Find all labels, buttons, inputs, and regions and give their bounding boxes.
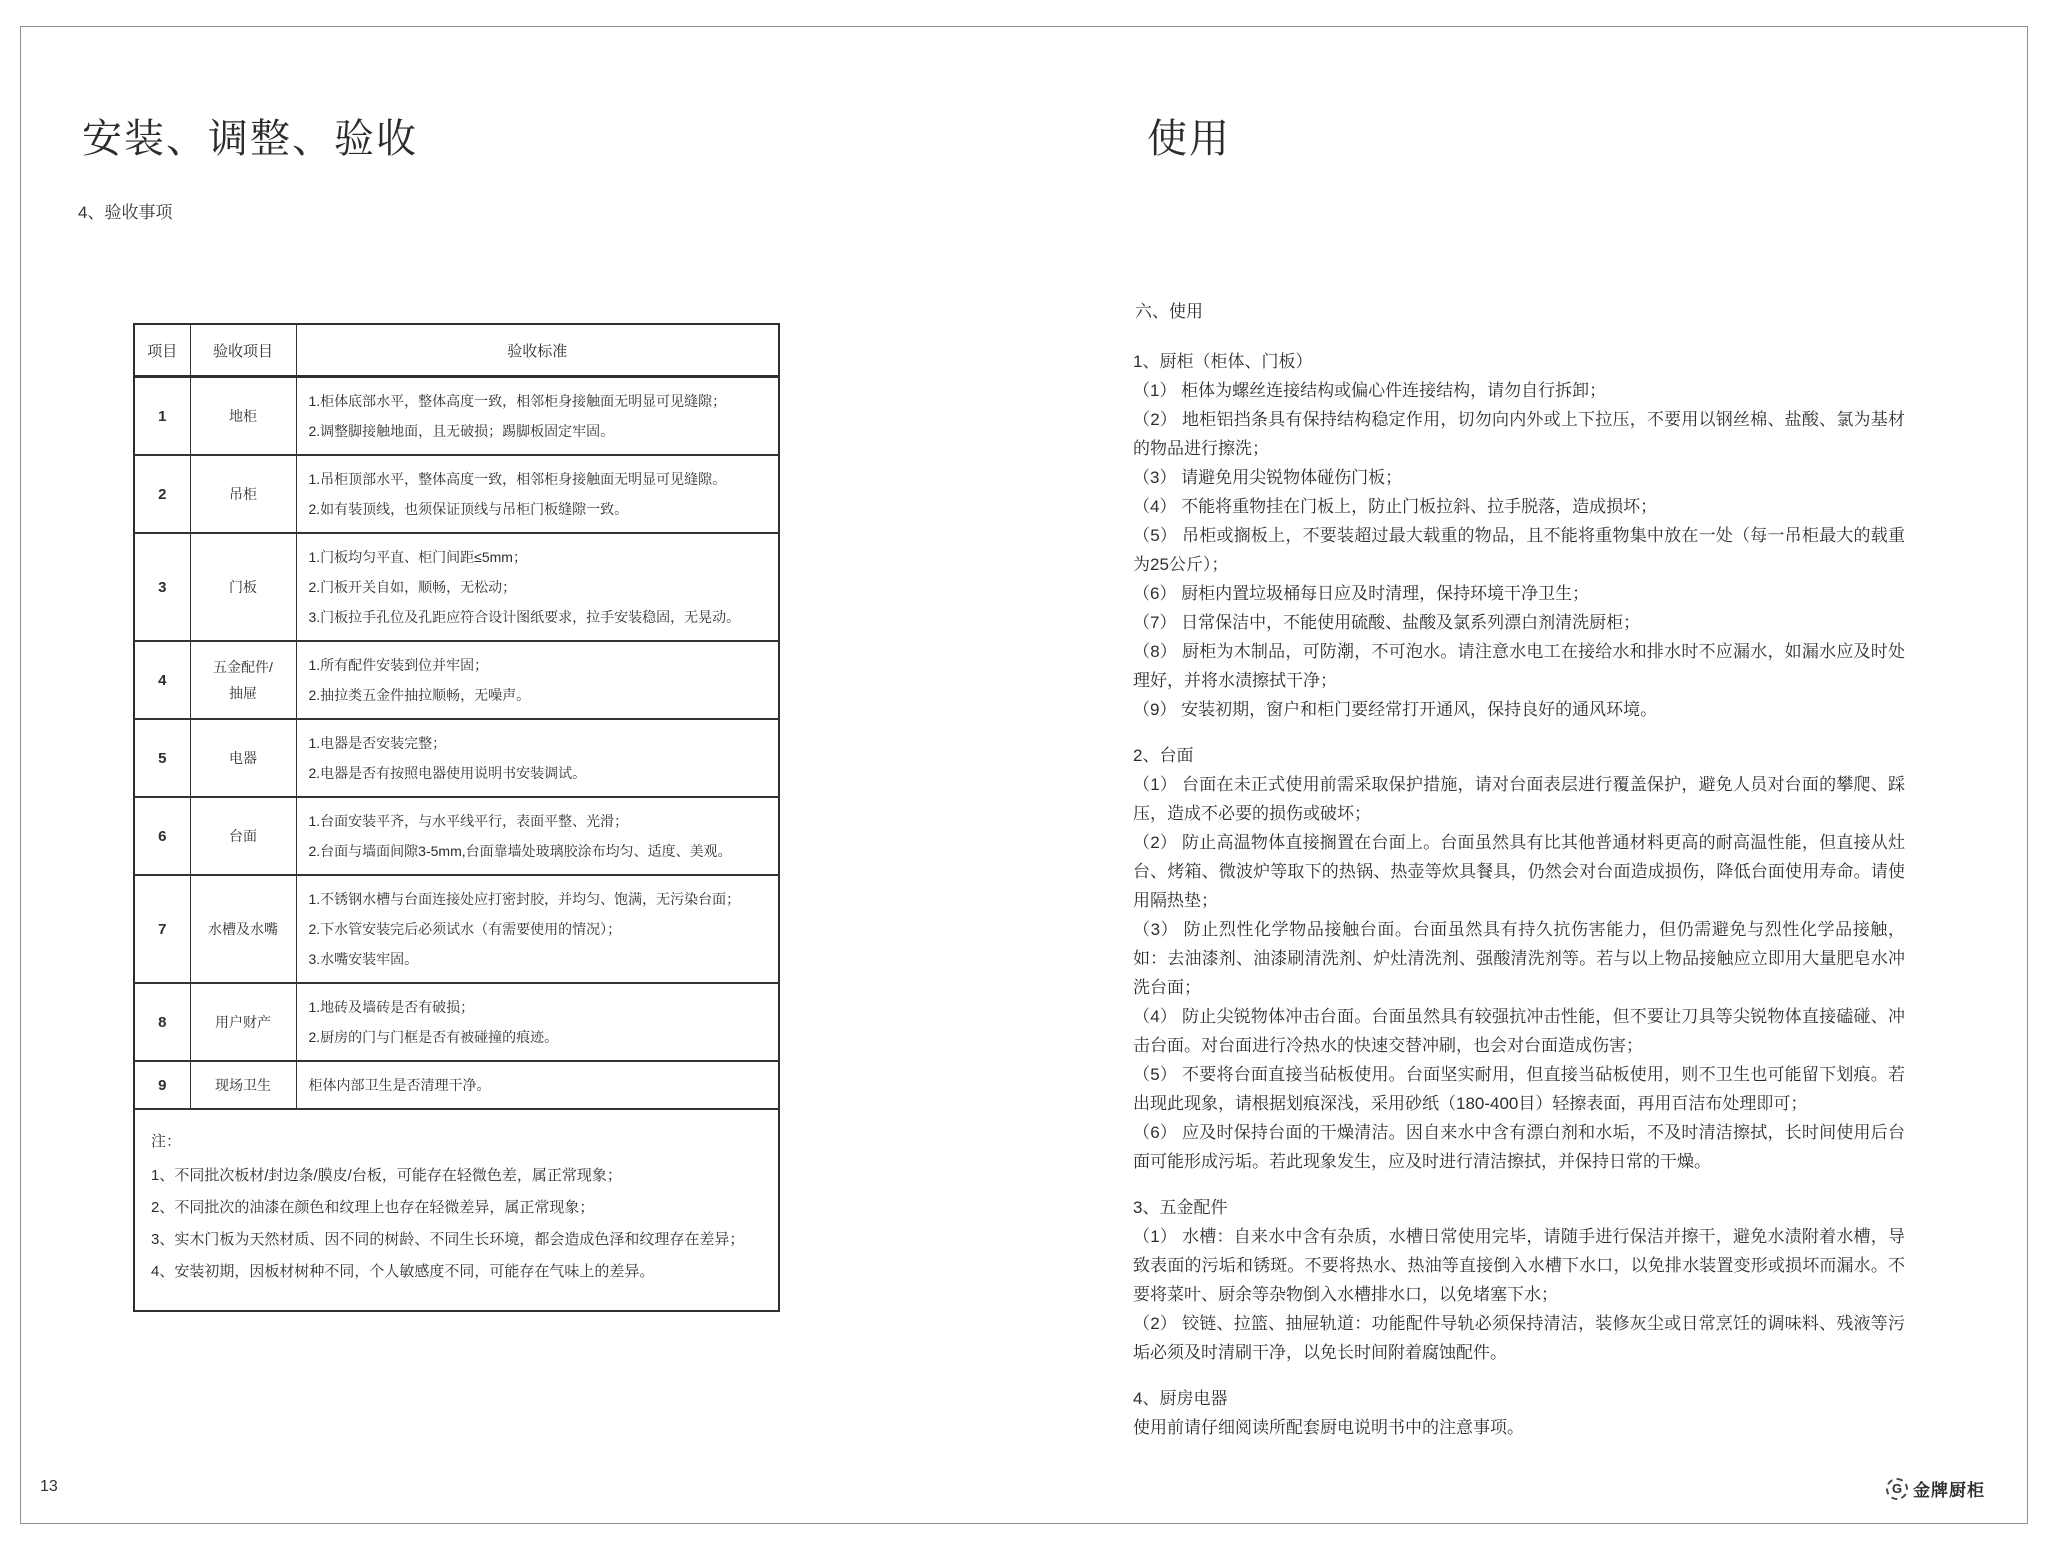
usage-block-heading: 2、台面	[1133, 745, 1194, 765]
item-line: 地柜	[229, 408, 257, 424]
standard-line: 1.不锈钢水槽与台面连接处应打密封胶，并均匀、饱满，无污染台面；	[308, 891, 741, 907]
standard-line: 2.抽拉类五金件抽拉顺畅，无噪声。	[308, 687, 531, 703]
usage-item: （6） 厨柜内置垃圾桶每日应及时清理，保持环境干净卫生；	[1133, 583, 1590, 603]
table-row	[134, 719, 779, 797]
standard-line: 2.门板开关自如，顺畅，无松动；	[308, 579, 517, 595]
acceptance-table	[133, 323, 780, 1312]
note-line: 2、不同批次的油漆在颜色和纹理上也存在轻微差异，属正常现象；	[151, 1199, 595, 1216]
row-number: 2	[134, 455, 190, 533]
usage-item: （7） 日常保洁中，不能使用硫酸、盐酸及氯系列漂白剂清洗厨柜；	[1133, 612, 1641, 632]
row-acceptance-item	[190, 533, 296, 641]
table-row	[134, 875, 779, 983]
row-number: 4	[134, 641, 190, 719]
row-acceptance-standard	[296, 641, 779, 719]
standard-line: 1.柜体底部水平，整体高度一致，相邻柜身接触面无明显可见缝隙；	[308, 393, 727, 409]
usage-item: （1） 台面在未正式使用前需采取保护措施，请对台面表层进行覆盖保护，避免人员对台面的攀爬、踩压，造成不必要的损伤或破坏；	[1133, 774, 1905, 823]
header-cell-item-no: 项目	[134, 324, 190, 377]
standard-line: 3.门板拉手孔位及孔距应符合设计图纸要求，拉手安装稳固，无晃动。	[308, 609, 741, 625]
table-row	[134, 1061, 779, 1109]
row-number: 1	[134, 377, 190, 456]
standard-line: 3.水嘴安装牢固。	[308, 951, 419, 967]
note-line: 3、实木门板为天然材质、因不同的树龄、不同生长环境，都会造成色泽和纹理存在差异；	[151, 1231, 745, 1248]
row-number: 9	[134, 1061, 190, 1109]
item-line: 用户财产	[215, 1014, 271, 1030]
standard-line: 2.厨房的门与门框是否有被碰撞的痕迹。	[308, 1029, 559, 1045]
usage-column	[1133, 84, 1905, 1442]
standard-line: 2.下水管安装完后必须试水（有需要使用的情况）；	[308, 921, 622, 937]
row-acceptance-standard	[296, 875, 779, 983]
usage-block-heading: 3、五金配件	[1133, 1197, 1228, 1217]
row-acceptance-item	[190, 797, 296, 875]
row-acceptance-standard	[296, 377, 779, 456]
brand-g-icon: G	[1886, 1478, 1908, 1500]
standard-line: 2.电器是否有按照电器使用说明书安装调试。	[308, 765, 587, 781]
usage-item: （1） 水槽：自来水中含有杂质，水槽日常使用完毕，请随手进行保洁并擦干，避免水渍附着水槽，导致表面的污垢和锈斑。不要将热水、热油等直接倒入水槽下水口，以免排水装置变形或损坏而漏水。不要将菜叶、厨余等杂物倒入水槽排水口，以免堵塞下水；	[1133, 1226, 1905, 1304]
usage-item: （9） 安装初期，窗户和柜门要经常打开通风，保持良好的通风环境。	[1133, 699, 1658, 719]
row-number: 3	[134, 533, 190, 641]
usage-blocks	[1133, 347, 1905, 1442]
item-line: 台面	[229, 828, 257, 844]
standard-line: 1.所有配件安装到位并牢固；	[308, 657, 489, 673]
row-acceptance-standard	[296, 719, 779, 797]
standard-line: 1.地砖及墙砖是否有破损；	[308, 999, 475, 1015]
row-number: 5	[134, 719, 190, 797]
table-notes-cell	[134, 1109, 779, 1311]
usage-item: （3） 请避免用尖锐物体碰伤门板；	[1133, 467, 1403, 487]
usage-block-heading: 4、厨房电器	[1133, 1388, 1228, 1408]
usage-item: （5） 吊柜或搁板上，不要装超过最大载重的物品，且不能将重物集中放在一处（每一吊柜最大的载重为25公斤）；	[1133, 525, 1905, 574]
standard-line: 1.吊柜顶部水平，整体高度一致，相邻柜身接触面无明显可见缝隙。	[308, 471, 727, 487]
row-acceptance-item	[190, 455, 296, 533]
item-line: 水槽及水嘴	[208, 921, 278, 937]
header-cell-acceptance-standard: 验收标准	[296, 324, 779, 377]
table-row	[134, 455, 779, 533]
row-number: 8	[134, 983, 190, 1061]
row-acceptance-standard	[296, 533, 779, 641]
note-line: 注：	[151, 1133, 182, 1150]
row-acceptance-item	[190, 719, 296, 797]
row-acceptance-standard	[296, 797, 779, 875]
item-line: 门板	[229, 579, 257, 595]
note-line: 4、安装初期，因板材树种不同，个人敏感度不同，可能存在气味上的差异。	[151, 1263, 655, 1280]
standard-line: 1.台面安装平齐，与水平线平行，表面平整、光滑；	[308, 813, 629, 829]
row-acceptance-standard	[296, 1061, 779, 1109]
item-line: 五金配件/	[213, 659, 273, 675]
standard-line: 柜体内部卫生是否清理干净。	[308, 1077, 491, 1093]
row-acceptance-item	[190, 1061, 296, 1109]
table-row	[134, 797, 779, 875]
table-header-row	[134, 324, 779, 377]
standard-line: 2.如有装顶线，也须保证顶线与吊柜门板缝隙一致。	[308, 501, 629, 517]
item-line: 吊柜	[229, 486, 257, 502]
brand-name: 金牌厨柜	[1913, 1481, 1985, 1500]
standard-line: 1.电器是否安装完整；	[308, 735, 447, 751]
standard-line: 1.门板均匀平直、柜门间距≤5mm；	[308, 549, 527, 565]
note-line: 1、不同批次板材/封边条/膜皮/台板，可能存在轻微色差，属正常现象；	[151, 1167, 622, 1184]
usage-item: （8） 厨柜为木制品，可防潮，不可泡水。请注意水电工在接给水和排水时不应漏水，如漏水应及时处理好，并将水渍擦拭干净；	[1133, 641, 1905, 690]
header-cell-acceptance-item: 验收项目	[190, 324, 296, 377]
row-acceptance-item	[190, 875, 296, 983]
usage-item: （3） 防止烈性化学物品接触台面。台面虽然具有持久抗伤害能力，但仍需避免与烈性化学品接触，如：去油漆剂、油漆刷清洗剂、炉灶清洗剂、强酸清洗剂等。若与以上物品接触应立即用大量肥皂水冲洗台面；	[1133, 919, 1905, 997]
usage-item: （2） 防止高温物体直接搁置在台面上。台面虽然具有比其他普通材料更高的耐高温性能，但直接从灶台、烤箱、微波炉等取下的热锅、热壶等炊具餐具，仍然会对台面造成损伤，降低台面使用寿命。请使用隔热垫；	[1133, 832, 1905, 910]
usage-item: （1） 柜体为螺丝连接结构或偏心件连接结构，请勿自行拆卸；	[1133, 380, 1607, 400]
row-number: 7	[134, 875, 190, 983]
left-page-title: 安装、调整、验收	[82, 116, 418, 161]
usage-block-heading: 1、厨柜（柜体、门板）	[1133, 351, 1313, 371]
usage-item: 使用前请仔细阅读所配套厨电说明书中的注意事项。	[1133, 1417, 1524, 1437]
row-acceptance-item	[190, 983, 296, 1061]
usage-item: （6） 应及时保持台面的干燥清洁。因自来水中含有漂白剂和水垢，不及时清洁擦拭，长时间使用后台面可能形成污垢。若此现象发生，应及时进行清洁擦拭，并保持日常的干燥。	[1133, 1122, 1905, 1171]
usage-item: （5） 不要将台面直接当砧板使用。台面坚实耐用，但直接当砧板使用，则不卫生也可能留下划痕。若出现此现象，请根据划痕深浅，采用砂纸（180-400目）轻擦表面，再用百洁布处理即可；	[1133, 1064, 1905, 1113]
item-line: 现场卫生	[215, 1077, 271, 1093]
page-number: 13	[40, 1478, 58, 1495]
standard-line: 2.台面与墙面间隙3-5mm,台面靠墙处玻璃胶涂布均匀、适度、美观。	[308, 843, 732, 859]
row-number: 6	[134, 797, 190, 875]
usage-item: （2） 地柜铝挡条具有保持结构稳定作用，切勿向内外或上下拉压，不要用以钢丝棉、盐酸、氯为基材的物品进行擦洗；	[1133, 409, 1905, 458]
acceptance-section-label: 4、验收事项	[78, 203, 173, 222]
item-line: 抽屉	[229, 685, 257, 701]
table-row	[134, 983, 779, 1061]
usage-section-heading: 六、使用	[1135, 301, 1203, 321]
row-acceptance-standard	[296, 455, 779, 533]
table-row	[134, 533, 779, 641]
brand-logo	[1886, 1476, 1985, 1501]
standard-line: 2.调整脚接触地面，且无破损；踢脚板固定牢固。	[308, 423, 615, 439]
right-page-title: 使用	[1147, 116, 1231, 161]
usage-item: （4） 防止尖锐物体冲击台面。台面虽然具有较强抗冲击性能，但不要让刀具等尖锐物体直接磕碰、冲击台面。对台面进行冷热水的快速交替冲刷，也会对台面造成伤害；	[1133, 1006, 1905, 1055]
table-row	[134, 641, 779, 719]
item-line: 电器	[229, 750, 257, 766]
usage-item: （2） 铰链、拉篮、抽屉轨道：功能配件导轨必须保持清洁，装修灰尘或日常烹饪的调味料、残液等污垢必须及时清刷干净，以免长时间附着腐蚀配件。	[1133, 1313, 1905, 1362]
table-row	[134, 377, 779, 456]
usage-item: （4） 不能将重物挂在门板上，防止门板拉斜、拉手脱落，造成损坏；	[1133, 496, 1658, 516]
table-notes-row	[134, 1109, 779, 1311]
row-acceptance-standard	[296, 983, 779, 1061]
row-acceptance-item	[190, 377, 296, 456]
row-acceptance-item	[190, 641, 296, 719]
